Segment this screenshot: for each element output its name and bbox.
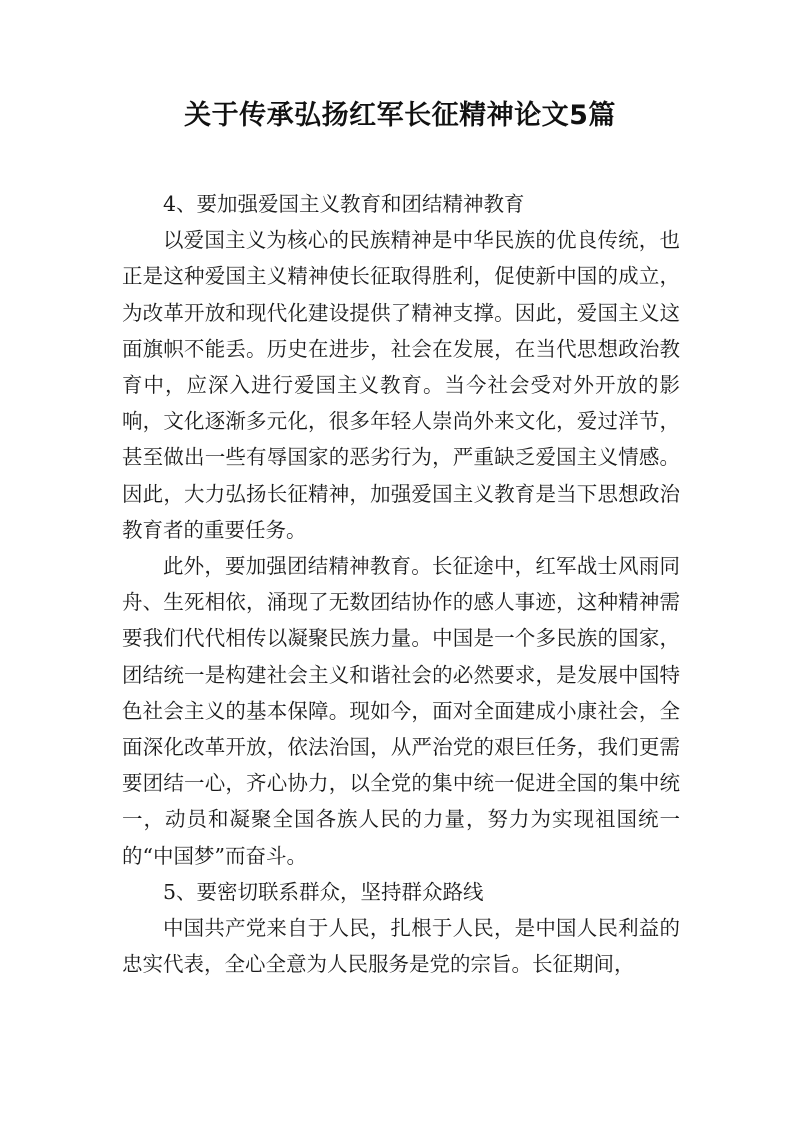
paragraph-patriotism: 以爱国主义为核心的民族精神是中华民族的优良传统，也正是这种爱国主义精神使长征取得胜利，促使新中国的成立，为改革开放和现代化建设提供了精神支撑。因此，爱国主义这面旗帜不能丢。历史在进步，社会在发展，在当代思想政治教育中，应深入进行爱国主义教育。当今社会受对外开放的影响，文化逐渐多元化，很多年轻人崇尚外来文化，爱过洋节，甚至做出一些有辱国家的恶劣行为，严重缺乏爱国主义情感。因此，大力弘扬长征精神，加强爱国主义教育是当下思想政治教育者的重要任务。: [122, 228, 680, 542]
paragraph-masses: 中国共产党来自于人民，扎根于人民，是中国人民利益的忠实代表，全心全意为人民服务是党的宗旨。长征期间，: [122, 916, 680, 977]
section-heading-4: 4、要加强爱国主义教育和团结精神教育: [163, 192, 525, 216]
section-heading-5: 5、要密切联系群众，坚持群众路线: [163, 879, 484, 904]
document-title: 关于传承弘扬红军长征精神论文5篇: [184, 100, 616, 131]
paragraph-unity: 此外，要加强团结精神教育。长征途中，红军战士风雨同舟、生死相依，涌现了无数团结协作的感人事迹，这种精神需要我们代代相传以凝聚民族力量。中国是一个多民族的国家，团结统一是构建社会主义和谐社会的必然要求，是发展中国特色社会主义的基本保障。现如今，面对全面建成小康社会，全面深化改革开放，依法治国，从严治党的艰巨任务，我们更需要团结一心，齐心协力，以全党的集中统一促进全国的集中统一，动员和凝聚全国各族人民的力量，努力为实现祖国统一的“中国梦”而奋斗。: [122, 554, 680, 868]
document-body: [122, 186, 680, 982]
